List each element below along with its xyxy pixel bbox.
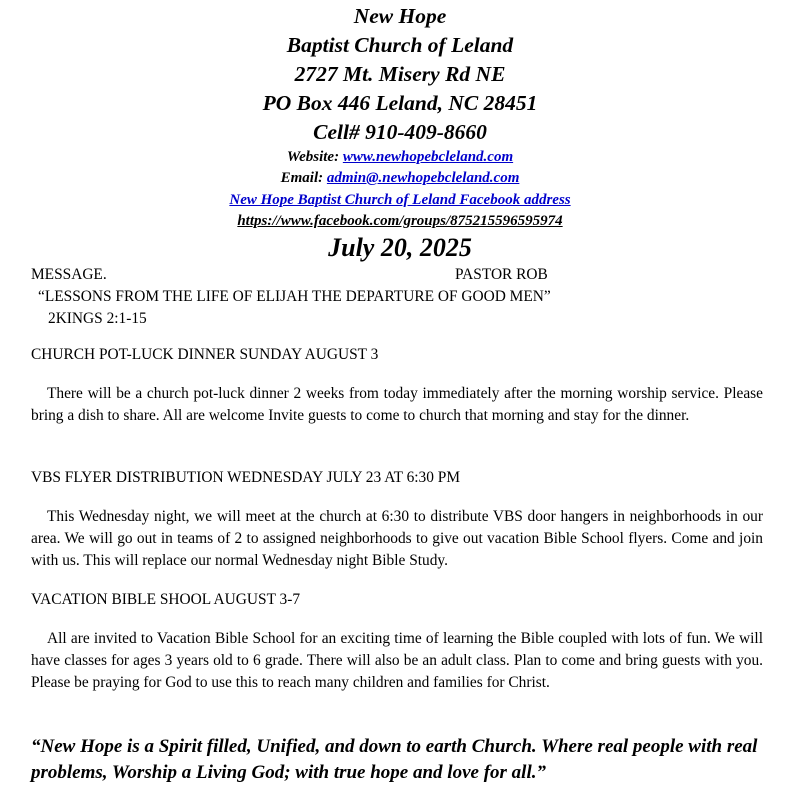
website-label: Website:	[286, 149, 343, 165]
church-name-line1: New Hope	[353, 4, 447, 28]
facebook-link[interactable]: New Hope Baptist Church of Leland Facebook address	[229, 192, 571, 208]
church-motto-quote: “New Hope is a Spirit filled, Unified, and down to earth Church. Where real people with real problems, Worship a Living God; with true hope and love for all.”	[31, 736, 758, 783]
message-speaker: PASTOR ROB	[455, 266, 548, 283]
announcement-body: This Wednesday night, we will meet at the church at 6:30 to distribute VBS door hangers in neighborhoods in our area. We will go out in teams of 2 to assigned neighborhoods to give out vacation Bible School flyers. Come and join with us. This will replace our normal Wednesday night Bible Study.	[31, 508, 763, 569]
church-name-line2: Baptist Church of Leland	[286, 33, 514, 57]
cell-phone: Cell# 910-409-8660	[313, 120, 487, 144]
website-link[interactable]: www.newhopebcleland.com	[342, 149, 514, 165]
announcement-heading: CHURCH POT-LUCK DINNER SUNDAY AUGUST 3	[31, 346, 379, 363]
announcement-heading: VACATION BIBLE SHOOL AUGUST 3-7	[31, 591, 301, 608]
website-line	[0, 147, 800, 167]
message-label: MESSAGE.	[31, 266, 107, 283]
street-address: 2727 Mt. Misery Rd NE	[294, 62, 506, 86]
po-box-address: PO Box 446 Leland, NC 28451	[262, 91, 538, 115]
email-line	[0, 168, 800, 188]
facebook-url[interactable]: https://www.facebook.com/groups/875215596595974	[237, 213, 563, 229]
announcement-body: There will be a church pot-luck dinner 2 weeks from today immediately after the morning worship service. Please bring a dish to share. All are welcome Invite guests to come to church that morning and stay for the dinner.	[31, 385, 763, 424]
message-scripture: 2KINGS 2:1-15	[48, 310, 147, 327]
announcement-heading: VBS FLYER DISTRIBUTION WEDNESDAY JULY 23 AT 6:30 PM	[31, 469, 461, 486]
email-link[interactable]: admin@.newhopebcleland.com	[326, 170, 520, 186]
facebook-line	[0, 190, 800, 210]
message-title: “LESSONS FROM THE LIFE OF ELIJAH THE DEPARTURE OF GOOD MEN”	[38, 288, 551, 305]
email-label: Email:	[280, 170, 327, 186]
bulletin-date: July 20, 2025	[328, 233, 472, 262]
announcement-body: All are invited to Vacation Bible School for an exciting time of learning the Bible coupled with lots of fun. We will have classes for ages 3 years old to 6 grade. There will also be an adult class. Plan to come and bring guests with you. Please be praying for God to use this to reach many children and families for Christ.	[31, 630, 763, 691]
facebook-url-line	[0, 211, 800, 231]
